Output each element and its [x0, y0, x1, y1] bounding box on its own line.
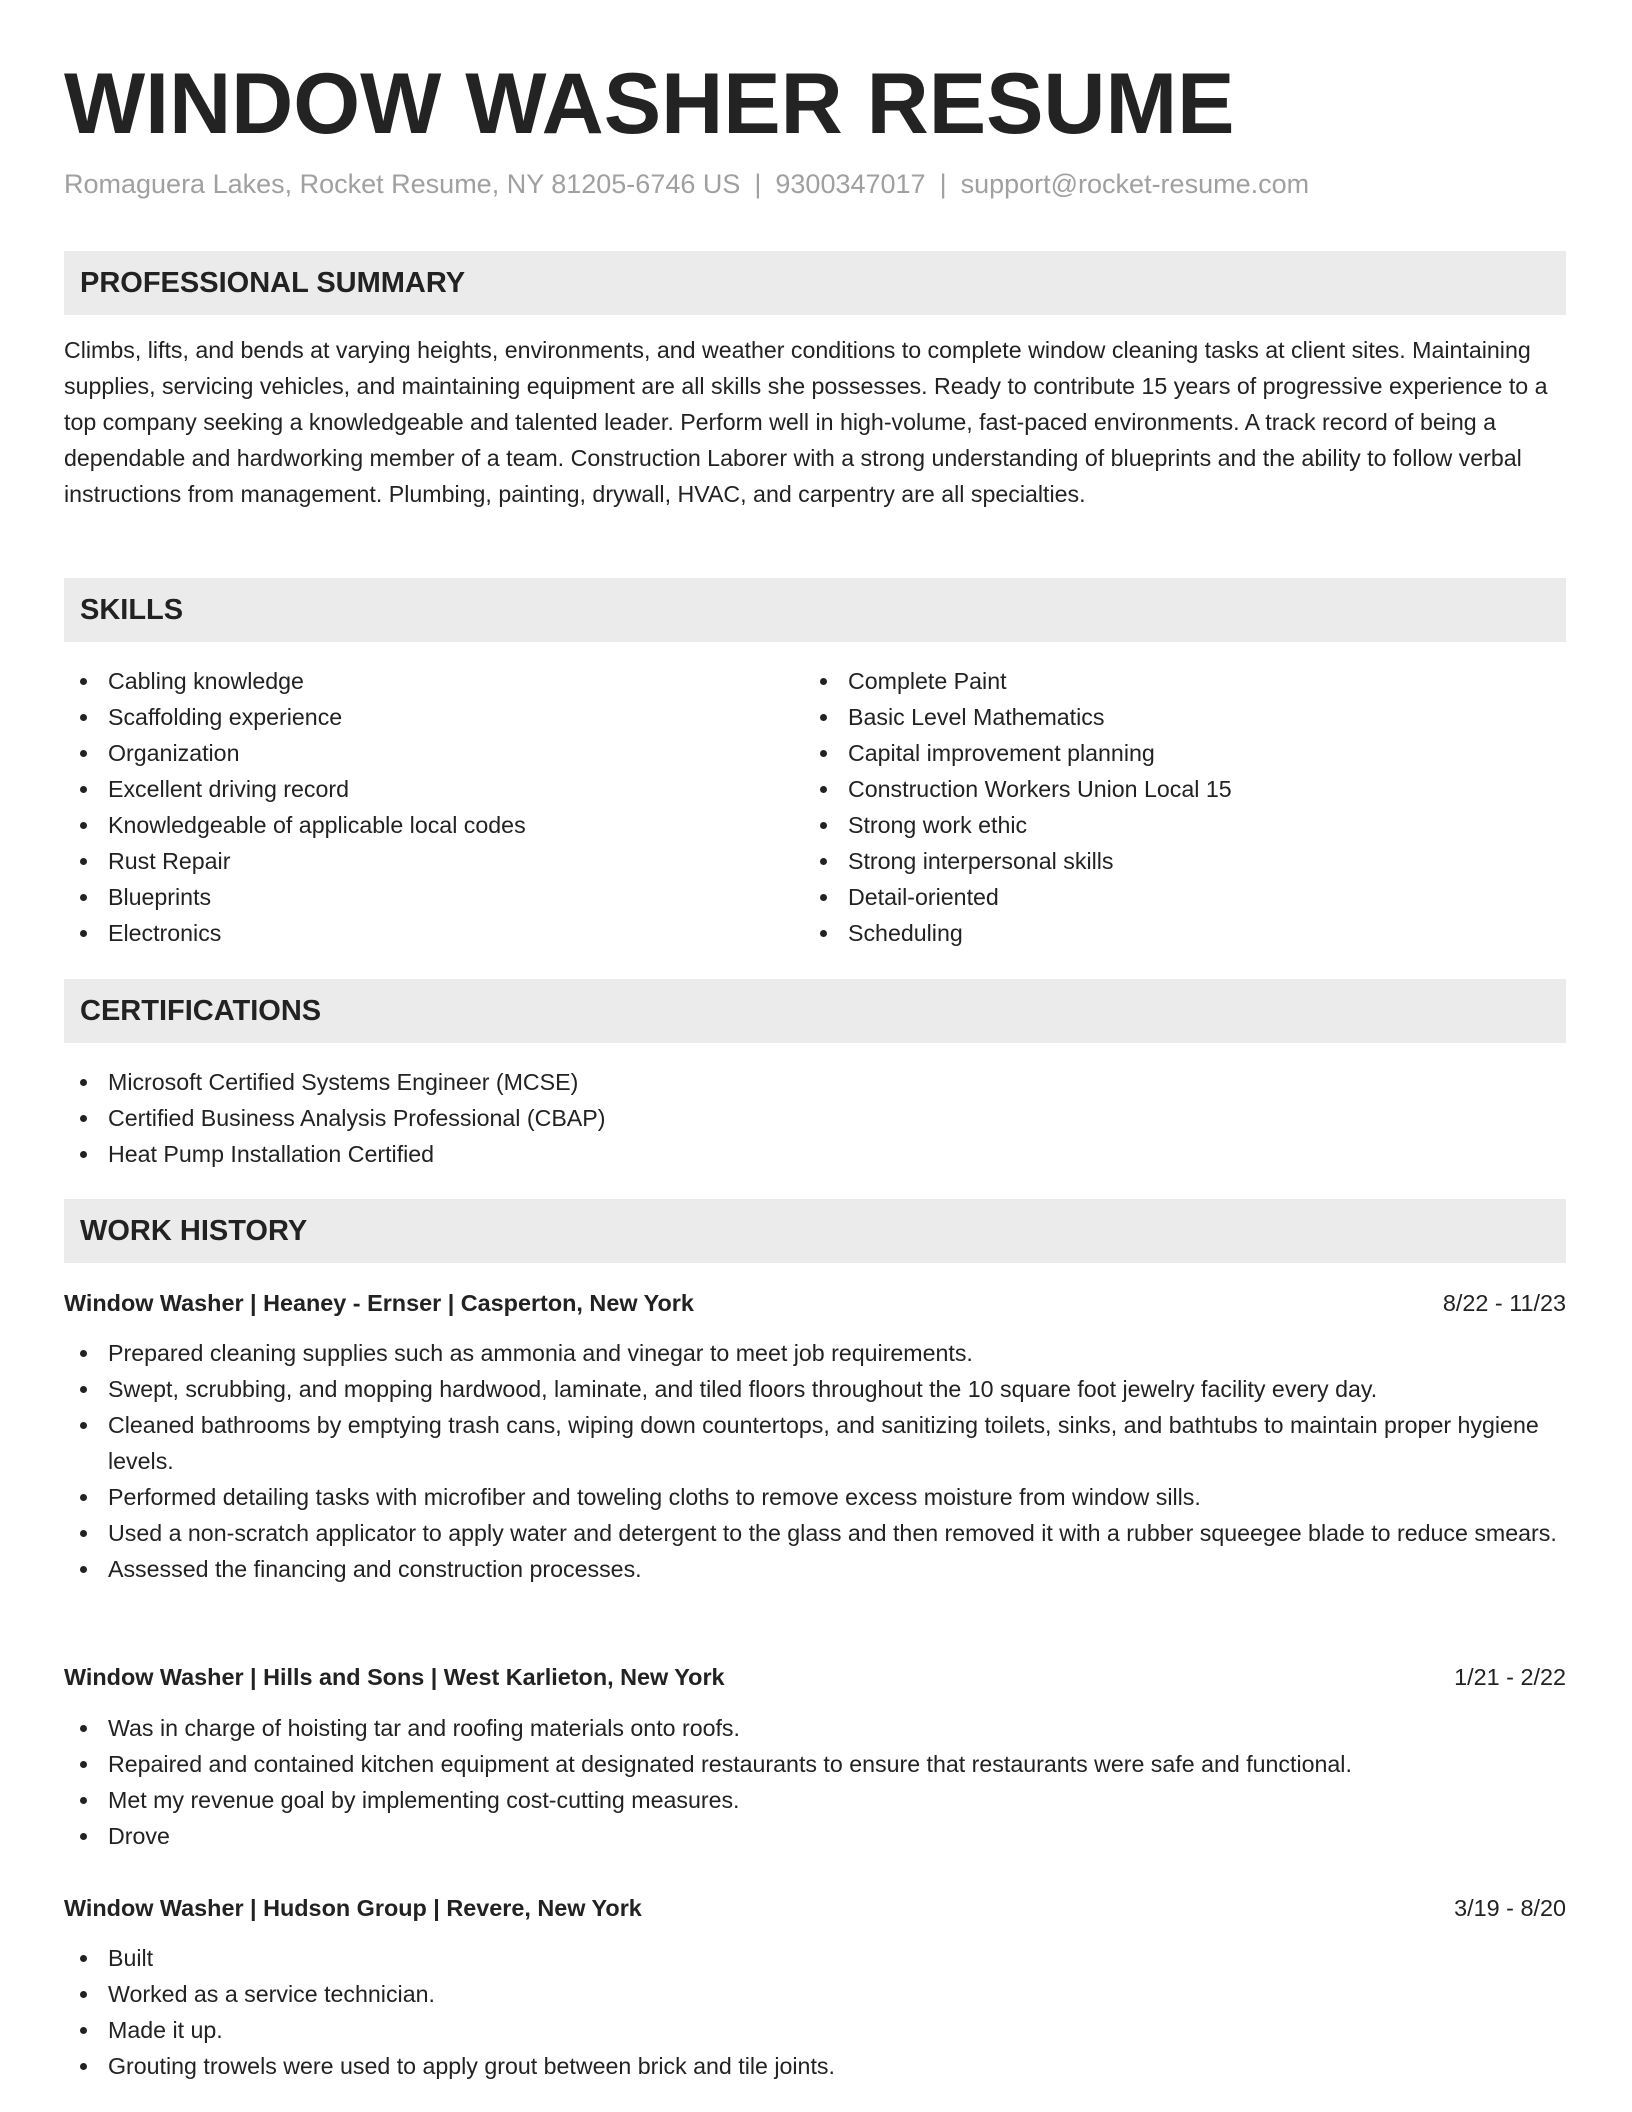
- job-dates: 1/21 - 2/22: [1454, 1664, 1566, 1690]
- job-bullets: [64, 1335, 1566, 1587]
- resume-title: WINDOW WASHER RESUME: [64, 56, 1235, 152]
- contact-separator: |: [939, 169, 947, 199]
- job-dates: 8/22 - 11/23: [1442, 1290, 1566, 1316]
- job-bullet: Assessed the financing and construction processes.: [64, 1551, 1566, 1587]
- job-bullet: Met my revenue goal by implementing cost-cutting measures.: [64, 1782, 1566, 1818]
- section-heading-skills: SKILLS: [64, 578, 1566, 642]
- job-title-line: Window Washer | Hills and Sons | West Karlieton, New York: [64, 1664, 725, 1690]
- job-bullet: Was in charge of hoisting tar and roofing materials onto roofs.: [64, 1710, 1566, 1746]
- skill-item: Capital improvement planning: [804, 735, 1544, 771]
- certification-item: Certified Business Analysis Professional (CBAP): [64, 1100, 1566, 1136]
- skill-item: Basic Level Mathematics: [804, 699, 1544, 735]
- skills-list-left: [64, 663, 804, 951]
- section-heading-work-history: WORK HISTORY: [64, 1199, 1566, 1263]
- skill-item: Complete Paint: [804, 663, 1544, 699]
- job-bullet: Cleaned bathrooms by emptying trash cans, wiping down countertops, and sanitizing toilets, sinks, and bathtubs to maintain proper hygiene levels.: [64, 1407, 1566, 1479]
- job-bullet: Swept, scrubbing, and mopping hardwood, laminate, and tiled floors throughout the 10 square foot jewelry facility every day.: [64, 1371, 1566, 1407]
- job-bullet: Performed detailing tasks with microfiber and toweling cloths to remove excess moisture from window sills.: [64, 1479, 1566, 1515]
- job-bullet: Made it up.: [64, 2012, 1566, 2048]
- contact-email: support@rocket-resume.com: [960, 169, 1310, 199]
- skill-item: Strong interpersonal skills: [804, 843, 1544, 879]
- job-bullet: Grouting trowels were used to apply grout between brick and tile joints.: [64, 2048, 1566, 2084]
- skill-item: Organization: [64, 735, 804, 771]
- section-heading-summary: PROFESSIONAL SUMMARY: [64, 251, 1566, 315]
- job-title-line: Window Washer | Hudson Group | Revere, New York: [64, 1895, 642, 1921]
- section-heading-certifications: CERTIFICATIONS: [64, 979, 1566, 1043]
- skill-item: Knowledgeable of applicable local codes: [64, 807, 804, 843]
- skill-item: Excellent driving record: [64, 771, 804, 807]
- skill-item: Scaffolding experience: [64, 699, 804, 735]
- contact-line: [64, 166, 1309, 202]
- skill-item: Detail-oriented: [804, 879, 1544, 915]
- job-header: [64, 1659, 1566, 1695]
- job-bullets: [64, 1710, 1566, 1854]
- contact-address: Romaguera Lakes, Rocket Resume, NY 81205-6746 US: [64, 169, 741, 199]
- skill-item: Blueprints: [64, 879, 804, 915]
- job-bullet: Worked as a service technician.: [64, 1976, 1566, 2012]
- skill-item: Construction Workers Union Local 15: [804, 771, 1544, 807]
- contact-separator: |: [754, 169, 762, 199]
- skills-list-right: [804, 663, 1544, 951]
- job-bullet: Repaired and contained kitchen equipment at designated restaurants to ensure that restaurants were safe and functional.: [64, 1746, 1566, 1782]
- summary-text: Climbs, lifts, and bends at varying heights, environments, and weather conditions to complete window cleaning tasks at client sites. Maintaining supplies, servicing vehicles, and maintaining equipment are all skills she possesses. Ready to contribute 15 years of progressive experience to a top company seeking a knowledgeable and talented leader. Perform well in high-volume, fast-paced environments. A track record of being a dependable and hardworking member of a team. Construction Laborer with a strong understanding of blueprints and the ability to follow verbal instructions from management. Plumbing, painting, drywall, HVAC, and carpentry are all specialties.: [64, 337, 1548, 507]
- job-bullet: Drove: [64, 1818, 1566, 1854]
- job-bullets: [64, 1940, 1566, 2084]
- job-title-line: Window Washer | Heaney - Ernser | Casperton, New York: [64, 1290, 694, 1316]
- job-bullet: Built: [64, 1940, 1566, 1976]
- job-header: [64, 1890, 1566, 1926]
- skill-item: Scheduling: [804, 915, 1544, 951]
- job-bullet: Used a non-scratch applicator to apply water and detergent to the glass and then removed it with a rubber squeegee blade to reduce smears.: [64, 1515, 1566, 1551]
- contact-phone: 9300347017: [775, 169, 926, 199]
- job-bullet: Prepared cleaning supplies such as ammonia and vinegar to meet job requirements.: [64, 1335, 1566, 1371]
- certifications-list: [64, 1064, 1566, 1172]
- certification-item: Heat Pump Installation Certified: [64, 1136, 1566, 1172]
- job-dates: 3/19 - 8/20: [1454, 1895, 1566, 1921]
- job-header: [64, 1285, 1566, 1321]
- skill-item: Rust Repair: [64, 843, 804, 879]
- certification-item: Microsoft Certified Systems Engineer (MCSE): [64, 1064, 1566, 1100]
- skill-item: Strong work ethic: [804, 807, 1544, 843]
- skill-item: Electronics: [64, 915, 804, 951]
- skill-item: Cabling knowledge: [64, 663, 804, 699]
